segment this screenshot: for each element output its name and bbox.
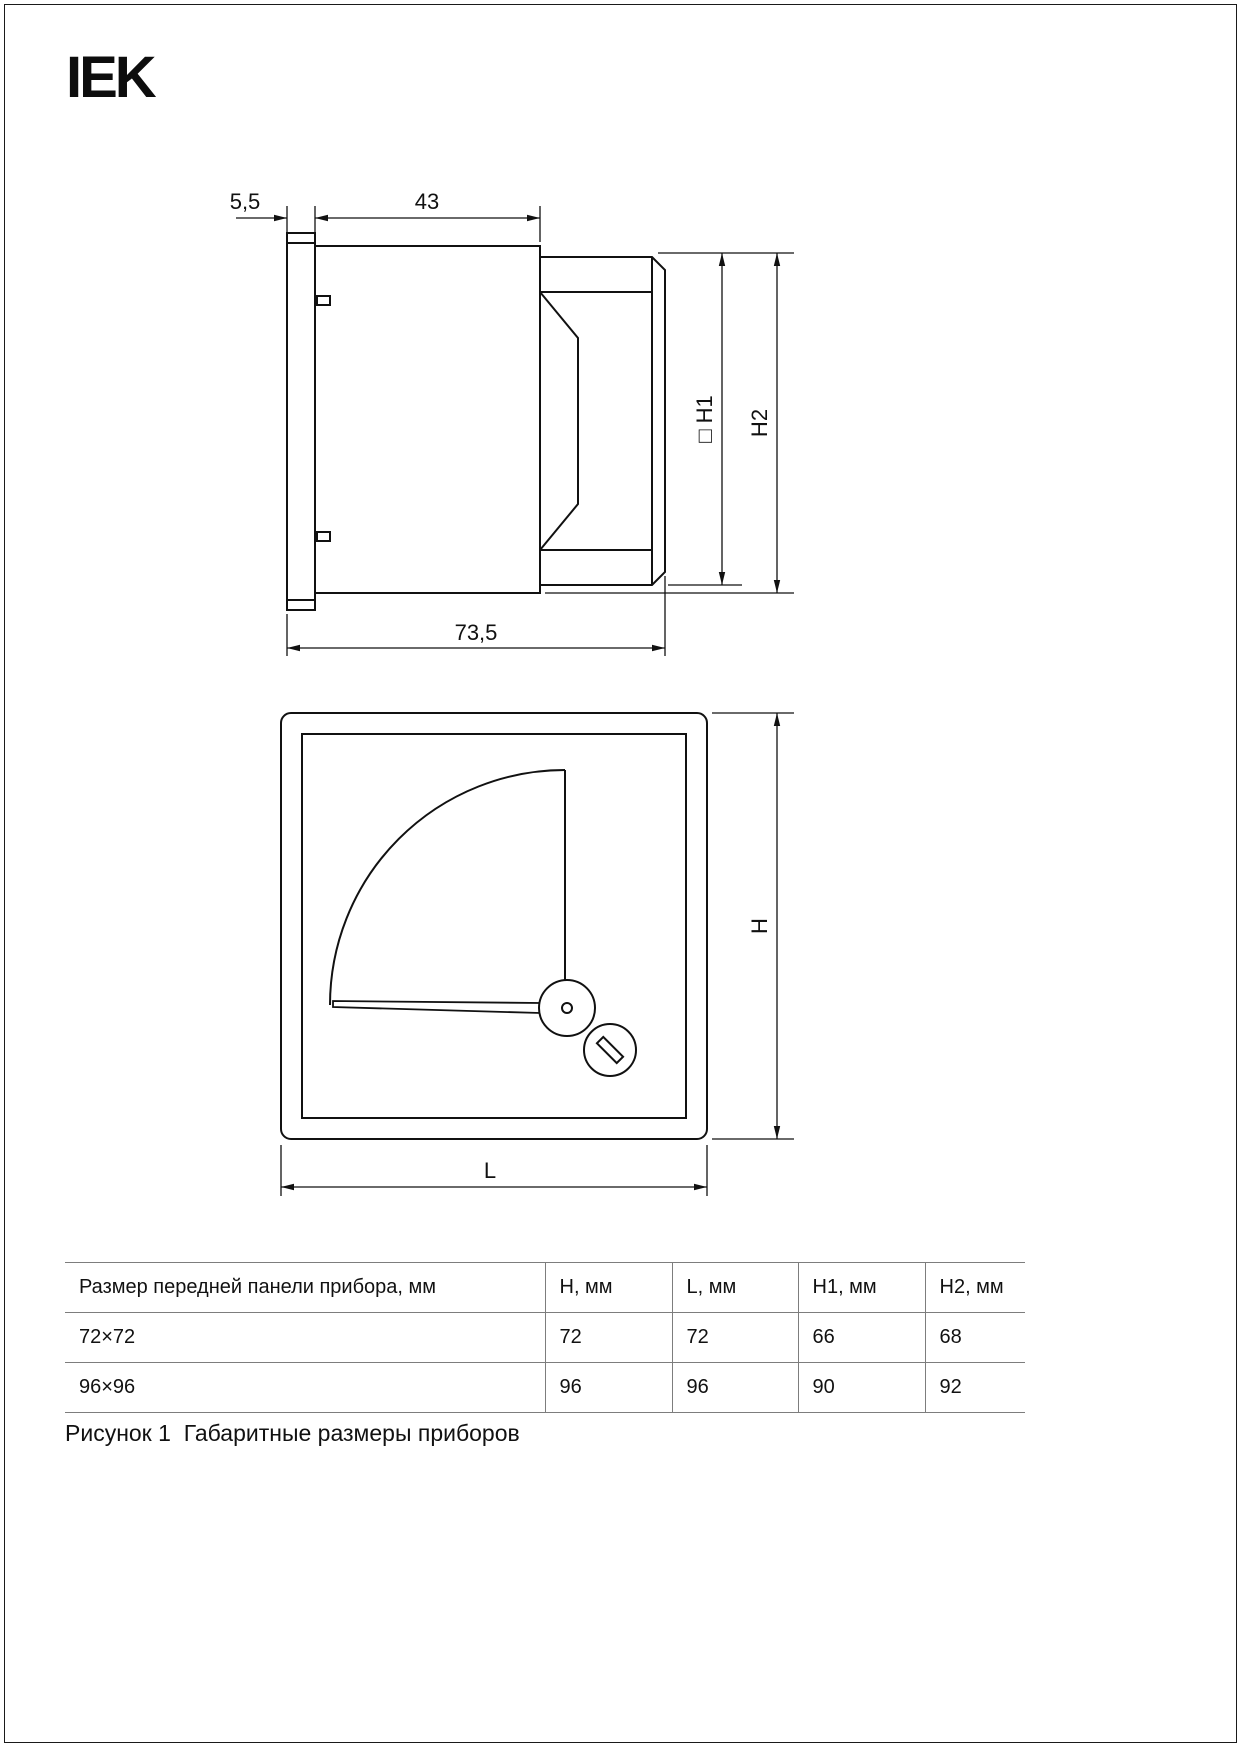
table-cell: 96 xyxy=(672,1363,798,1413)
table-header-row xyxy=(65,1263,1025,1313)
iek-logo: IEK xyxy=(66,45,154,110)
flange-outline xyxy=(287,233,315,610)
arrowhead xyxy=(719,572,725,585)
arrowhead xyxy=(694,1184,707,1190)
dim-label-body-depth: 43 xyxy=(414,189,440,214)
figure-caption: Рисунок 1 Габаритные размеры приборов xyxy=(65,1420,520,1446)
table-cell: 72 xyxy=(672,1313,798,1363)
arrowhead xyxy=(774,253,780,266)
table-header-h2: H2, мм xyxy=(925,1263,1025,1313)
table-row xyxy=(65,1313,1025,1363)
arrowhead xyxy=(774,580,780,593)
table-cell: 96 xyxy=(545,1363,672,1413)
arrowhead xyxy=(274,215,287,221)
table-cell: 68 xyxy=(925,1313,1025,1363)
front-view-drawing xyxy=(281,713,707,1139)
table-header-h1: H1, мм xyxy=(798,1263,925,1313)
arrowhead xyxy=(315,215,328,221)
dim-label-width: L xyxy=(483,1158,497,1183)
table-cell: 66 xyxy=(798,1313,925,1363)
arrowhead xyxy=(281,1184,294,1190)
terminal-block-outline xyxy=(540,257,665,585)
table-cell: 72 xyxy=(545,1313,672,1363)
dim-label-total-depth: 73,5 xyxy=(454,620,498,645)
table-cell: 92 xyxy=(925,1363,1025,1413)
arrowhead xyxy=(774,1126,780,1139)
dimensions-table xyxy=(65,1262,1025,1413)
pivot-center-dot xyxy=(562,1003,572,1013)
dim-label-h1: □ H1 xyxy=(692,395,717,443)
table-header-h: H, мм xyxy=(545,1263,672,1313)
side-view-drawing xyxy=(287,233,665,610)
table-header-panel-size: Размер передней панели прибора, мм xyxy=(65,1263,545,1313)
arrowhead xyxy=(652,645,665,651)
table-cell: 96×96 xyxy=(65,1363,545,1413)
table-cell: 90 xyxy=(798,1363,925,1413)
dim-label-h2: H2 xyxy=(747,408,772,438)
arrowhead xyxy=(774,713,780,726)
table-cell: 72×72 xyxy=(65,1313,545,1363)
table-header-l: L, мм xyxy=(672,1263,798,1313)
table-row xyxy=(65,1363,1025,1413)
arrowhead xyxy=(287,645,300,651)
dim-label-height: H xyxy=(747,918,772,934)
dim-label-flange-depth: 5,5 xyxy=(229,189,261,214)
arrowhead xyxy=(719,253,725,266)
arrowhead xyxy=(527,215,540,221)
meter-body-outline xyxy=(315,246,540,593)
